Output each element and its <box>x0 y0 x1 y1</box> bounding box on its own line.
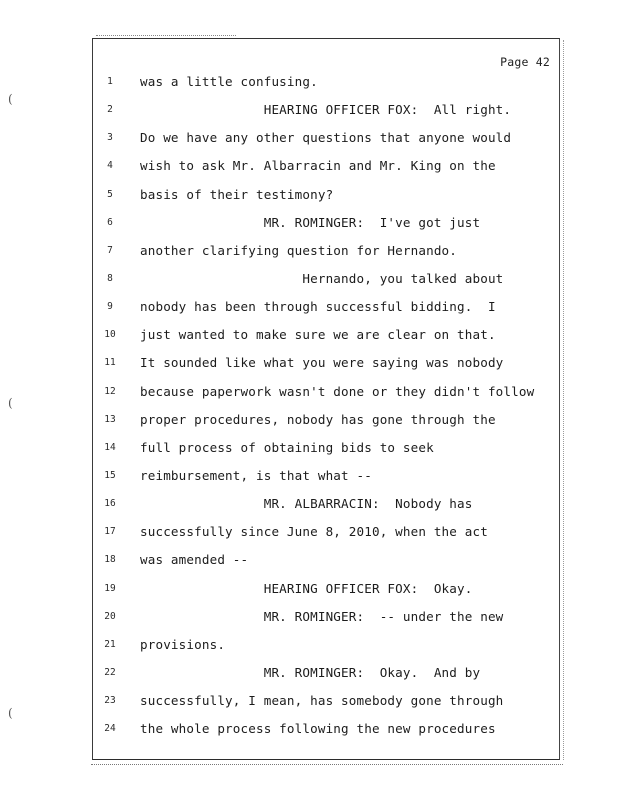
line-number: 7 <box>107 244 113 256</box>
line-number: 18 <box>104 554 116 566</box>
margin-mark-middle: ( <box>8 396 13 410</box>
margin-mark-top: ( <box>8 92 13 106</box>
line-number: 19 <box>104 582 116 594</box>
transcript-line <box>0 715 618 743</box>
transcript-line <box>0 462 618 490</box>
transcript-line <box>0 546 618 574</box>
line-text: successfully since June 8, 2010, when the act <box>140 524 488 540</box>
line-text: Hernando, you talked about <box>140 270 504 286</box>
line-number: 15 <box>104 469 116 481</box>
line-number: 16 <box>104 498 116 510</box>
line-text: MR. ALBARRACIN: Nobody has <box>140 496 473 512</box>
transcript-line <box>0 265 618 293</box>
line-number: 17 <box>104 526 116 538</box>
transcript-line <box>0 518 618 546</box>
line-number: 20 <box>104 610 116 622</box>
transcript-line <box>0 406 618 434</box>
line-number: 12 <box>104 385 116 397</box>
page-number: Page 42 <box>500 55 550 69</box>
line-text: MR. ROMINGER: -- under the new <box>140 608 504 624</box>
line-number: 22 <box>104 666 116 678</box>
line-text: the whole process following the new procedures <box>140 721 496 737</box>
line-text: successfully, I mean, has somebody gone through <box>140 693 504 709</box>
transcript-line <box>0 687 618 715</box>
transcript-line <box>0 181 618 209</box>
transcript-line <box>0 124 618 152</box>
line-number: 13 <box>104 413 116 425</box>
transcript-line <box>0 237 618 265</box>
scan-noise-top <box>96 35 236 37</box>
line-text: another clarifying question for Hernando. <box>140 242 458 258</box>
line-text: just wanted to make sure we are clear on that. <box>140 327 496 343</box>
line-text: MR. ROMINGER: Okay. And by <box>140 664 481 680</box>
line-text: provisions. <box>140 636 226 652</box>
line-number: 8 <box>107 272 113 284</box>
transcript-line <box>0 434 618 462</box>
transcript-line <box>0 490 618 518</box>
line-number: 5 <box>107 188 113 200</box>
line-number: 2 <box>107 104 113 116</box>
line-text: HEARING OFFICER FOX: Okay. <box>140 580 473 596</box>
transcript-lines <box>0 68 618 743</box>
line-text: full process of obtaining bids to seek <box>140 439 434 455</box>
line-text: nobody has been through successful bidding. I <box>140 299 496 315</box>
transcript-line <box>0 96 618 124</box>
line-text: basis of their testimony? <box>140 186 334 202</box>
line-number: 11 <box>104 357 116 369</box>
transcript-line <box>0 659 618 687</box>
line-text: was amended -- <box>140 552 249 568</box>
line-number: 3 <box>107 132 113 144</box>
line-text: proper procedures, nobody has gone through the <box>140 411 496 427</box>
transcript-line <box>0 209 618 237</box>
line-number: 21 <box>104 638 116 650</box>
line-text: because paperwork wasn't done or they didn't follow <box>140 383 535 399</box>
line-number: 23 <box>104 695 116 707</box>
transcript-line <box>0 349 618 377</box>
line-number: 24 <box>104 723 116 735</box>
line-text: MR. ROMINGER: I've got just <box>140 214 481 230</box>
line-number: 6 <box>107 216 113 228</box>
transcript-line <box>0 68 618 96</box>
transcript-line <box>0 321 618 349</box>
line-text: Do we have any other questions that anyone would <box>140 130 512 146</box>
line-text: wish to ask Mr. Albarracin and Mr. King on the <box>140 158 496 174</box>
margin-mark-bottom: ( <box>8 706 13 720</box>
line-text: HEARING OFFICER FOX: All right. <box>140 102 512 118</box>
line-number: 4 <box>107 160 113 172</box>
transcript-line <box>0 378 618 406</box>
transcript-line <box>0 575 618 603</box>
line-number: 14 <box>104 441 116 453</box>
line-text: was a little confusing. <box>140 74 318 89</box>
transcript-line <box>0 293 618 321</box>
line-number: 1 <box>107 76 113 87</box>
transcript-line <box>0 152 618 180</box>
line-number: 10 <box>104 329 116 341</box>
transcript-line <box>0 631 618 659</box>
transcript-line <box>0 603 618 631</box>
line-number: 9 <box>107 301 113 313</box>
line-text: It sounded like what you were saying was nobody <box>140 355 504 371</box>
line-text: reimbursement, is that what -- <box>140 467 372 483</box>
